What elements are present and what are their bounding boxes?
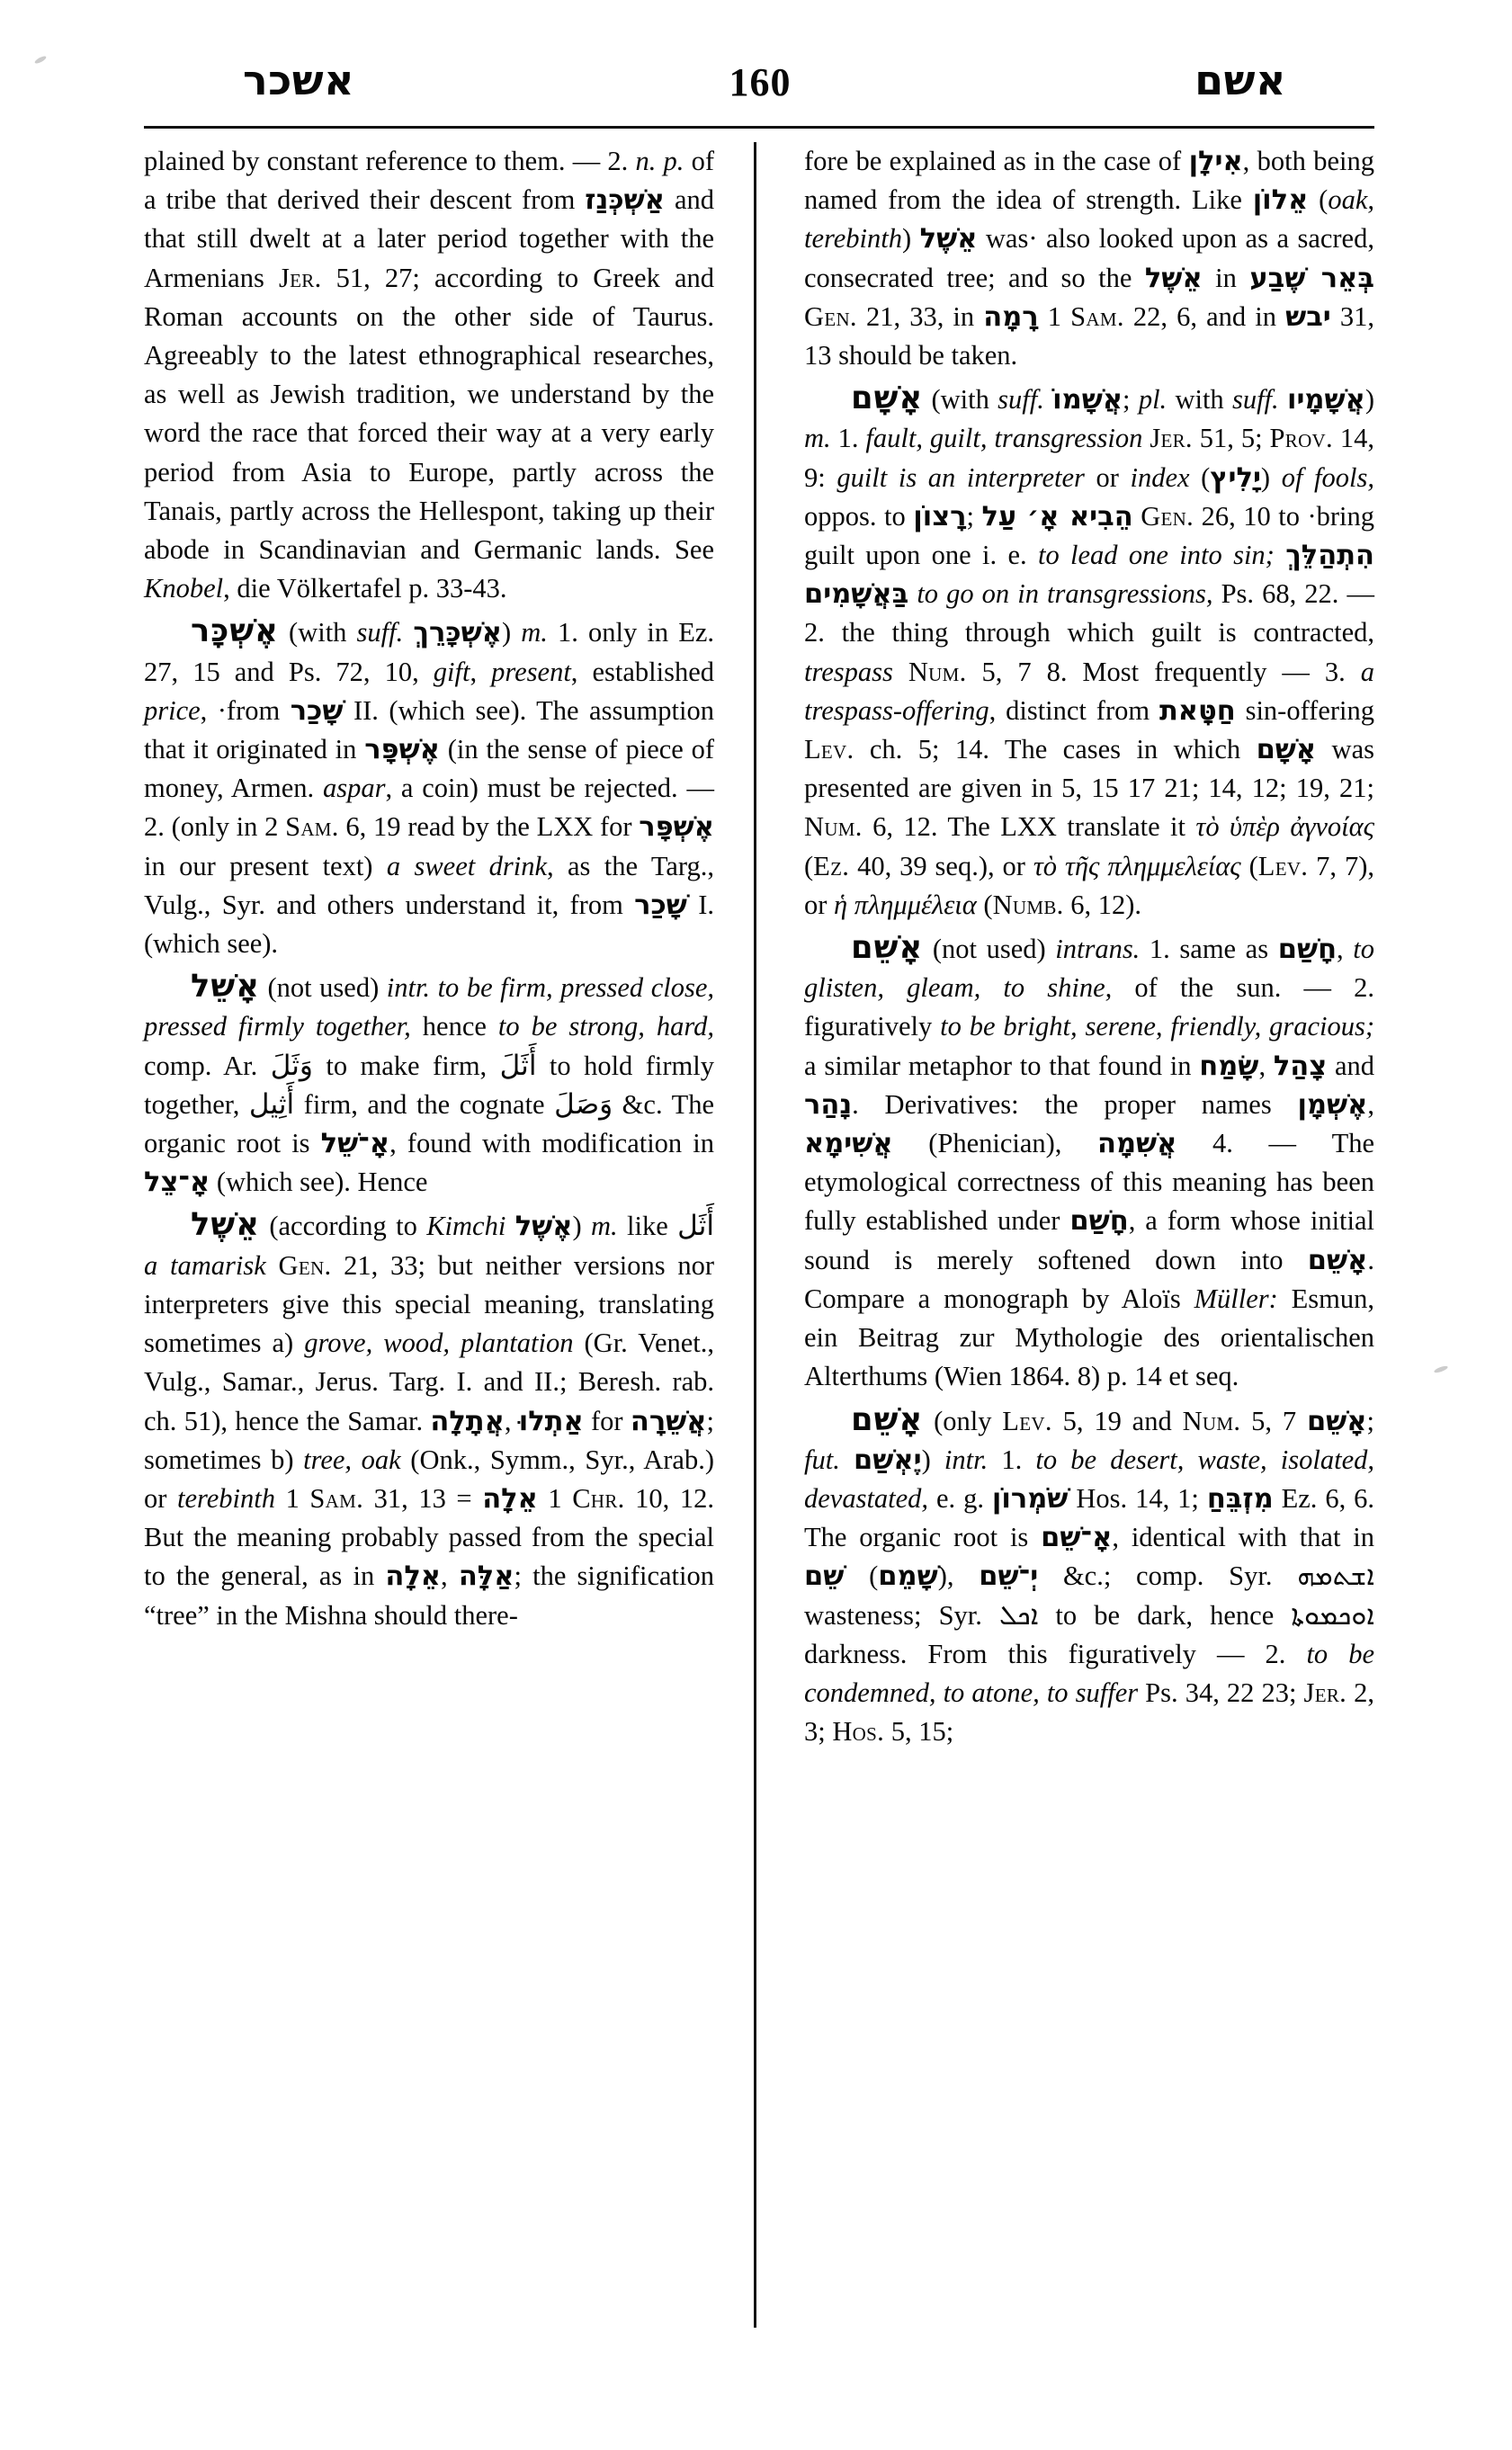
dictionary-entry: אָשֵׁם (not used) intrans. 1. same as חָשַׁם, to glisten, gleam, to shine, of the sun. — 2. figuratively to be bright, serene, friendly, gracious; a similar metaphor to that found in שָׂמַח, צָהַל and נָהַר. Derivatives: the proper names אֶשְׁמָן, אֲשִׁימָא (Phenician), אֲשִׁמָה 4. — The etymological correctness of this meaning has been fully established under חָשַׁם, a form whose initial sound is merely softened down into אָשֵׁם. Compare a monograph by Aloïs Müller: Esmun, ein Beitrag zur Mythologie des orientalischen Alterthums (Wien 1864. 8) p. 14 et seq. [804, 929, 1375, 1392]
left-column [144, 142, 714, 1635]
running-head-left-catchword: אשכר [243, 56, 355, 104]
running-head-right-catchword: אשם [1194, 56, 1286, 104]
right-column [804, 142, 1374, 1751]
scan-speck [1434, 1364, 1449, 1373]
dictionary-entry: אֶשְׁכָּר (with suff. אֶשְׁכָּרֵךְ) m. 1. only in Ez. 27, 15 and Ps. 72, 10, gift, present, established price, ·from שָׁכַר II. (which see). The assumption that it originated in אֶשְׁפָּר (in the sense of piece of money, Armen. aspar, a coin) must be rejected. — 2. (only in 2 Sam. 6, 19 read by the LXX for אֶשְׁפָּר in our present text) a sweet drink, as the Targ., Vulg., Syr. and others understand it, from שָׁכַר I. (which see). [144, 612, 715, 960]
page-number: 160 [729, 60, 792, 104]
two-column-body [144, 142, 1374, 2328]
paragraph-continuation: plained by constant reference to them. — 2. n. p. of a tribe that derived their descent from אַשְׁכְּנַז and that still dwelt at a later period together with the Armenians Jer. 51, 27; according to Greek and Roman accounts on the other side of Taurus. Agreeably to the latest ethnographical researches, as well as Jewish tradition, we understand by the word the race that forced their way at a very early period from Asia to Europe, partly across the Tanais, partly across the Hellespont, taking up their abode in Scandinavian and Germanic lands. See Knobel, die Völkertafel p. 33-43. [144, 146, 714, 604]
scan-speck [34, 55, 48, 65]
running-head [144, 56, 1376, 121]
dictionary-entry: אָשֵׁם (only Lev. 5, 19 and Num. 5, 7 אָשֵׁם; fut. יֶאְשַׁם) intr. 1. to be desert, waste, isolated, devastated, e. g. שֹׁמְרוֹן Hos. 14, 1; מִזְבֵּחַ Ez. 6, 6. The organic root is אָ־שֵׁם, identical with that in שֵׁם (שָׁמֵם), יְ־שֵׁם &c.; comp. Syr. ܐܫܬܡܗ wasteness; Syr. ܐܟܠ to be dark, hence ܐܘܟܡܘܬܐ darkness. From this figuratively — 2. to be condemned, to atone, to suffer Ps. 34, 22 23; Jer. 2, 3; Hos. 5, 15; [804, 1400, 1375, 1748]
column-divider [754, 142, 756, 2328]
paragraph-continuation: fore be explained as in the case of אִילָן, both being named from the idea of strength. Like אֵלוֹן (oak, terebinth) אֵשֶׁל was· also looked upon as a sacred, consecrated tree; and so the אֵשֶׁל in בְּאֵר שֶׁבַע Gen. 21, 33, in רָמָה 1 Sam. 22, 6, and in יבש 31, 13 should be taken. [804, 146, 1375, 371]
dictionary-entry: אֵשֶׁל (according to Kimchi אֶשֶׁל) m. like أَثَل a tamarisk Gen. 21, 33; but neither versions nor interpreters give this special meaning, translating sometimes a) grove, wood, plantation (Gr. Venet., Vulg., Samar., Jerus. Targ. I. and II.; Beresh. rab. ch. 51), hence the Samar. אֲתָלָה, אַתְלוּ for אֲשֵׁרָה; sometimes b) tree, oak (Onk., Symm., Syr., Arab.) or terebinth 1 Sam. 31, 13 = אֵלָה 1 Chr. 10, 12. But the meaning probably passed from the special to the general, as in אֵלָה, אַלָּה; the signification “tree” in the Mishna should there- [144, 1206, 715, 1631]
dictionary-entry: אָשֵׁל (not used) intr. to be firm, pressed close, pressed firmly together, hence to be strong, hard, comp. Ar. وَثَلَ to make firm, أَثَلَ to hold firmly together, أَثِيل firm, and the cognate وَصَلَ &c. The organic root is אָ־שֵׁל, found with modification in אָ־צֵל (which see). Hence [144, 968, 714, 1199]
dictionary-entry: אָשָׁם (with suff. אֲשָׁמוֹ; pl. with suff. אֲשָׁמָיו) m. 1. fault, guilt, transgression Jer. 51, 5; Prov. 14, 9: guilt is an interpreter or index (יָלִיץ) of fools, oppos. to רָצוֹן; הֵבִיא אָ׳ עַל Gen. 26, 10 to ·bring guilt upon one i. e. to lead one into sin; הִתְהַלֵּךְ בַּאֲשָׁמִים to go on in transgressions, Ps. 68, 22. — 2. the thing through which guilt is contracted, trespass Num. 5, 7 8. Most frequently — 3. a trespass-offering, distinct from חַטָּאת sin-offering Lev. ch. 5; 14. The cases in which אָשָׁם was presented are given in 5, 15 17 21; 14, 12; 19, 21; Num. 6, 12. The LXX translate it τὸ ὑπὲρ ἀγνοίας (Ez. 40, 39 seq.), or τὸ τῆς πλημμελείας (Lev. 7, 7), or ἡ πλημμέλεια (Numb. 6, 12). [804, 380, 1375, 920]
header-rule [144, 126, 1374, 129]
